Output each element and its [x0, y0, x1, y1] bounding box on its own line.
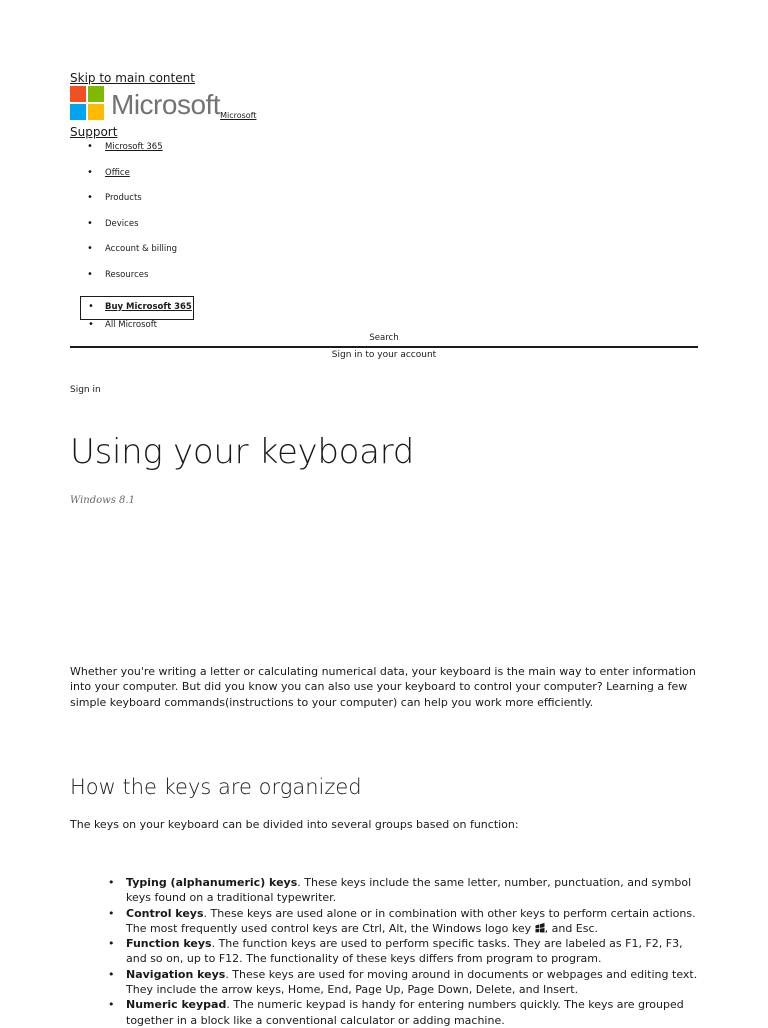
intro-paragraph: Whether you're writing a letter or calculating numerical data, your keyboard is the main way to enter information into your computer. But did you know you can also use your keyboard to control your computer? Learning a few simple keyboard commands(instructions to your computer) can help you work more efficiently.	[70, 665, 696, 709]
nav-item-label: Account & billing	[105, 244, 177, 255]
support-link[interactable]: Support	[70, 125, 118, 139]
search-label: Search	[369, 333, 399, 343]
list-item-desc: . The numeric keypad is handy for entering numbers quickly. The keys are grouped together in a block like a conventional calculator or adding machine.	[126, 998, 684, 1027]
key-groups-list	[108, 875, 704, 1028]
nav-item-office[interactable]	[70, 166, 177, 192]
buy-microsoft-365-label[interactable]: Buy Microsoft 365	[105, 302, 192, 312]
applies-to-version: Windows 8.1	[70, 495, 135, 506]
nav-item-resources[interactable]	[70, 268, 177, 294]
section-heading: How the keys are organized	[70, 775, 362, 799]
list-item-term: Numeric keypad	[126, 998, 227, 1012]
list-item	[108, 875, 704, 906]
nav-item-label: Office	[105, 167, 130, 178]
microsoft-logo-link[interactable]	[70, 86, 256, 120]
microsoft-logo-icon	[70, 86, 104, 120]
bullet: •	[88, 301, 94, 312]
nav-menu	[70, 140, 177, 294]
list-item-term: Control keys	[126, 906, 204, 920]
sign-in-account-label: Sign in to your account	[331, 350, 437, 360]
skip-to-main-link[interactable]: Skip to main content	[70, 71, 195, 85]
nav-item-microsoft-365[interactable]	[70, 140, 177, 166]
bullet: •	[88, 319, 94, 330]
list-item-desc-end: , and Esc.	[544, 921, 599, 935]
list-item	[108, 967, 704, 998]
nav-item-label: Resources	[105, 269, 149, 280]
windows-logo-icon	[535, 923, 545, 933]
logo-square-green	[88, 86, 104, 102]
list-item-term: Typing (alphanumeric) keys	[126, 876, 298, 889]
page-title: Using your keyboard	[70, 432, 415, 472]
list-item-desc: . The function keys are used to perform specific tasks. They are labeled as F1, F2, F3, and so on, up to F12. The functionality of these keys differs from program to program.	[126, 937, 683, 966]
all-microsoft-menu[interactable]: All Microsoft	[105, 320, 157, 330]
logo-square-red	[70, 86, 86, 102]
nav-item-label: Products	[105, 193, 142, 204]
sign-in-link[interactable]: Sign in	[70, 385, 101, 395]
nav-item-label: Devices	[105, 218, 139, 229]
logo-square-blue	[70, 104, 86, 120]
list-item-term: Function keys	[126, 937, 212, 951]
logo-alt-text-link[interactable]: Microsoft	[220, 111, 257, 120]
list-item-desc: . These keys are used for moving around in documents or webpages and editing text. They include the arrow keys, Home, End, Page Up, Page Down, Delete, and Insert.	[126, 967, 698, 997]
list-item-term: Navigation keys	[126, 967, 226, 981]
logo-square-yellow	[88, 104, 104, 120]
logo-wordmark: Microsoft	[111, 89, 221, 120]
nav-item-account-billing[interactable]	[70, 242, 177, 268]
header-divider	[70, 346, 698, 348]
list-item	[108, 906, 704, 937]
nav-item-label: Microsoft 365	[105, 142, 163, 152]
sign-in-account-link[interactable]	[0, 350, 768, 360]
list-item-desc: . These keys are used alone or in combination with other keys to perform certain actions. The most frequently used control keys are Ctrl, Alt, the Windows logo key	[126, 906, 696, 935]
groups-intro: The keys on your keyboard can be divided into several groups based on function:	[70, 818, 519, 831]
list-item-desc: . These keys include the same letter, number, punctuation, and symbol keys found on a traditional typewriter.	[126, 876, 692, 905]
nav-item-devices[interactable]	[70, 217, 177, 243]
list-item	[108, 997, 704, 1028]
search-button[interactable]	[0, 333, 768, 343]
nav-item-products[interactable]	[70, 191, 177, 217]
list-item	[108, 936, 704, 967]
